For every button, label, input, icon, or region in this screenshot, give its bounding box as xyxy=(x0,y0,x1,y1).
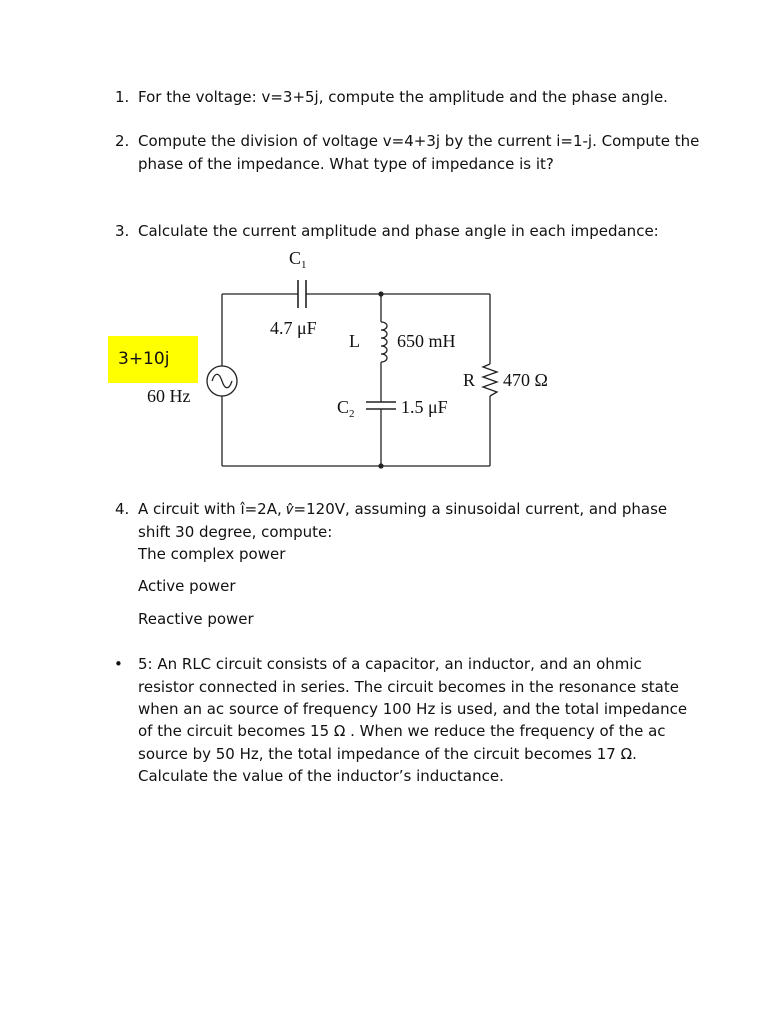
question-text: The complex power xyxy=(138,545,286,563)
sine-wave-icon xyxy=(212,374,232,388)
question-text: shift 30 degree, compute: xyxy=(138,523,333,541)
c1-value: 4.7 μF xyxy=(270,318,317,338)
question-text: For the voltage: v=3+5j, compute the amplitude and the phase angle. xyxy=(138,88,668,106)
c2-value: 1.5 μF xyxy=(401,397,448,417)
junction-dot xyxy=(378,463,383,468)
junction-dot xyxy=(378,291,383,296)
bullet-icon: • xyxy=(114,655,123,673)
source-highlight-label: 3+10j xyxy=(108,336,198,383)
question-text: 5: An RLC circuit consists of a capacitor, an inductor, and an ohmic xyxy=(138,655,642,673)
question-number: 2. xyxy=(115,132,130,150)
inductor-value: 650 mH xyxy=(397,331,456,351)
active-power-item: Active power xyxy=(138,577,236,595)
question-text: source by 50 Hz, the total impedance of the circuit becomes 17 Ω. xyxy=(138,745,637,763)
resistor-value: 470 Ω xyxy=(503,370,548,390)
question-text: resistor connected in series. The circuit becomes in the resonance state xyxy=(138,678,679,696)
c1-label: $C_1$ xyxy=(289,248,307,271)
question-number: 1. xyxy=(115,88,130,106)
question-text: Calculate the value of the inductor’s inductance. xyxy=(138,767,504,785)
question-text: Compute the division of voltage v=4+3j by the current i=1-j. Compute the xyxy=(138,132,700,150)
question-text: A circuit with î=2A, 𝑣̂=120V, assuming a sinusoidal current, and phase xyxy=(138,500,668,518)
resistor-zigzag xyxy=(483,364,497,396)
question-text: of the circuit becomes 15 Ω . When we reduce the frequency of the ac xyxy=(138,722,666,740)
c2-label: $C_2$ xyxy=(337,397,355,420)
source-frequency: 60 Hz xyxy=(147,386,191,406)
resistor-label: R xyxy=(463,370,476,390)
reactive-power-item: Reactive power xyxy=(138,610,254,628)
inductor-coil xyxy=(381,322,387,362)
question-text: Calculate the current amplitude and phase angle in each impedance: xyxy=(138,222,659,240)
question-number: 4. xyxy=(115,500,130,518)
question-number: 3. xyxy=(115,222,130,240)
question-text: phase of the impedance. What type of impedance is it? xyxy=(138,155,554,173)
question-text: when an ac source of frequency 100 Hz is used, and the total impedance xyxy=(138,700,688,718)
inductor-label: L xyxy=(349,331,360,351)
